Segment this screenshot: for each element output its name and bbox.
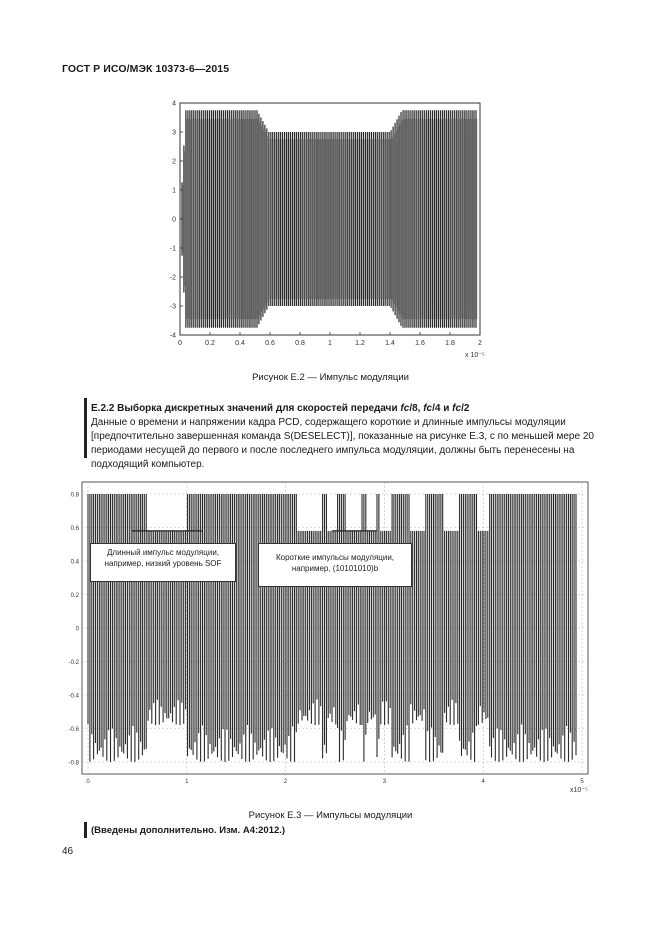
figure-e3-y-tick-label: 0.4 — [70, 559, 79, 566]
figure-e2-y-tick-label: 2 — [172, 158, 176, 166]
figure-e3-caption: Рисунок Е.3 — Импульсы модуляции — [248, 810, 413, 821]
figure-e2-x-tick-label: 1.8 — [445, 340, 455, 347]
revision-bar — [84, 822, 87, 838]
figure-e3-x-tick-label: 1 — [185, 779, 189, 785]
revision-bar — [84, 398, 87, 458]
figure-e3-y-tick-label: -0.4 — [68, 693, 79, 700]
figure-e3-y-tick-label: 0.8 — [70, 492, 79, 499]
figure-e2-x-tick-label: 0.4 — [235, 340, 245, 347]
figure-e3-y-tick-label: -0.2 — [68, 660, 79, 666]
figure-e3-x-tick-label: 2 — [283, 779, 288, 785]
figure-e2-x-tick-label: 0 — [178, 340, 182, 347]
label-long-pulse: Длинный импульс модуляции, например, низкий уровень SOF — [90, 543, 236, 582]
figure-e2-y-tick-label: 0 — [172, 216, 176, 224]
figure-e3-x-tick-label: 0 — [86, 779, 90, 785]
figure-e2-y-tick-label: -1 — [169, 245, 176, 253]
label-short-pulses: Короткие импульсы модуляции, например, (10101010)b — [258, 543, 412, 587]
figure-e2-x-tick-label: 1.6 — [415, 340, 425, 347]
figure-e2-y-tick-label: 1 — [172, 187, 176, 195]
figure-e2-y-tick-label: 3 — [172, 129, 176, 137]
section-body: Данные о времени и напряжении кадра PCD, содержащего короткие и длинные импульсы модуляции [предпочтительно завершенная команда S(DESELECT)], показанные на рисунке Е.3, с по меньшей мере 20 периодами несущей до первого и после последнего импульса модуляции, должны быть перенесены на подходящий компьютер. — [91, 417, 594, 470]
figure-e2-x-tick-label: 1.4 — [385, 340, 395, 347]
figure-e2-y-tick-label: -4 — [169, 332, 176, 340]
figure-e2-signal — [180, 110, 477, 327]
figure-e3-y-tick-label: 0.2 — [70, 593, 79, 599]
figure-e2-x-tick-label: 2 — [478, 340, 482, 347]
figure-e2-x-tick-label: 0.6 — [265, 340, 275, 347]
figure-e3-y-tick-label: 0 — [75, 626, 79, 633]
figure-e2-caption: Рисунок Е.2 — Импульс модуляции — [252, 372, 409, 383]
changes-note: (Введены дополнительно. Изм. А4:2012.) — [91, 825, 286, 836]
figure-e2-x-exponent: x 10⁻⁵ — [465, 352, 485, 359]
figure-e3-y-tick-label: -0.6 — [68, 727, 79, 733]
figure-e3-x-axis — [86, 779, 584, 785]
figure-e3-y-axis — [69, 493, 80, 767]
figure-e3-x-exponent: x10⁻⁵ — [570, 787, 588, 794]
figure-e2-y-tick-label: -3 — [169, 303, 176, 311]
figure-e2-y-tick-label: 4 — [172, 100, 176, 108]
figure-e2-x-tick-label: 0.8 — [295, 340, 305, 347]
figure-e3-y-tick-label: 0.6 — [70, 526, 79, 532]
section-title: Е.2.2 Выборка дискретных значений для скоростей передачи fc/8, fc/4 и fc/2 — [91, 403, 470, 414]
figure-e3-x-tick-label: 4 — [481, 779, 485, 785]
figure-e2-x-tick-label: 0.2 — [205, 340, 215, 347]
figure-e3-plot — [66, 474, 596, 804]
figure-e2-y-tick-label: -2 — [169, 274, 176, 282]
figure-e2-x-tick-label: 1.2 — [355, 340, 365, 347]
figure-e3-x-tick-label: 5 — [580, 779, 584, 785]
page-number: 46 — [62, 846, 74, 857]
figure-e3-x-tick-label: 3 — [382, 779, 387, 785]
figure-e2-plot — [160, 95, 500, 365]
document-header: ГОСТ Р ИСО/МЭК 10373-6—2015 — [62, 63, 230, 75]
figure-e3-y-tick-label: -0.8 — [68, 760, 79, 767]
section-e22 — [91, 402, 601, 472]
figure-e2-x-tick-label: 1 — [328, 340, 332, 347]
